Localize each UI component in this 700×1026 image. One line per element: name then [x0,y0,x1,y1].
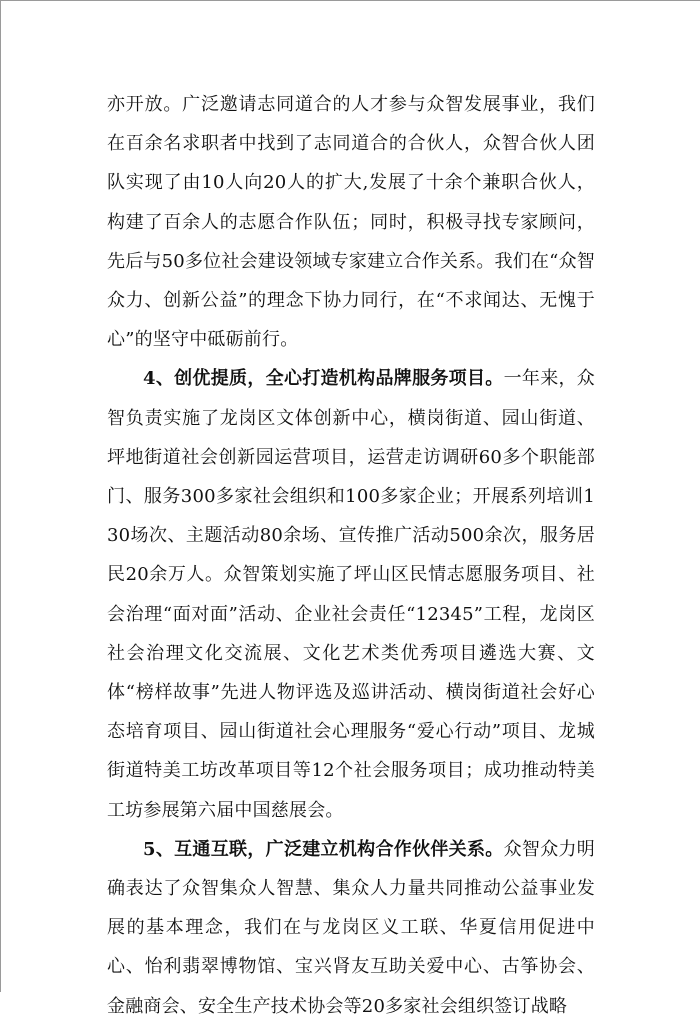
paragraph-text: 一年来，众智负责实施了龙岗区文体创新中心，横岗街道、园山街道、坪地街道社会创新园运营项目，运营走访调研60多个职能部门、服务300多家社会组织和100多家企业；开展系列培训130场次、主题活动80余场、宣传推广活动500余次，服务居民20余万人。众智策划实施了坪山区民情志愿服务项目、社会治理“面对面”活动、企业社会责任“12345”工程，龙岗区社会治理文化交流展、文化艺术类优秀项目遴选大赛、文体“榜样故事”先进人物评选及巡讲活动、横岗街道社会好心态培育项目、园山街道社会心理服务“爱心行动”项目、龙城街道特美工坊改革项目等12个社会服务项目；成功推动特美工坊参展第六届中国慈展会。 [107,368,596,821]
paragraph-text: 亦开放。广泛邀请志同道合的人才参与众智发展事业，我们在百余名求职者中找到了志同道合的合伙人，众智合伙人团队实现了由10人向20人的扩大,发展了十余个兼职合伙人，构建了百余人的志愿合作队伍；同时，积极寻找专家顾问，先后与50多位社会建设领域专家建立合作关系。我们在“众智众力、创新公益”的理念下协力同行，在“不求闻达、无愧于心”的坚守中砥砺前行。 [107,94,595,351]
section-heading: 4、创优提质，全心打造机构品牌服务项目。 [143,368,504,390]
document-body [107,85,595,1026]
paragraph-text: 众智众力明确表达了众智集众人智慧、集众人力量共同推动公益事业发展的基本理念，我们在与龙岗区义工联、华夏信用促进中心、怡利翡翠博物馆、宝兴肾友互助关爱中心、古筝协会、金融商会、安全生产技术协会等20多家社会组织签订战略 [107,838,596,1017]
page-top-border [0,0,700,1]
paragraph-section-5 [107,830,595,1026]
section-heading: 5、互通互联，广泛建立机构合作伙伴关系。 [143,838,504,860]
page-left-border [0,0,1,992]
paragraph-section-4 [107,359,595,829]
paragraph-continuation [107,85,595,359]
